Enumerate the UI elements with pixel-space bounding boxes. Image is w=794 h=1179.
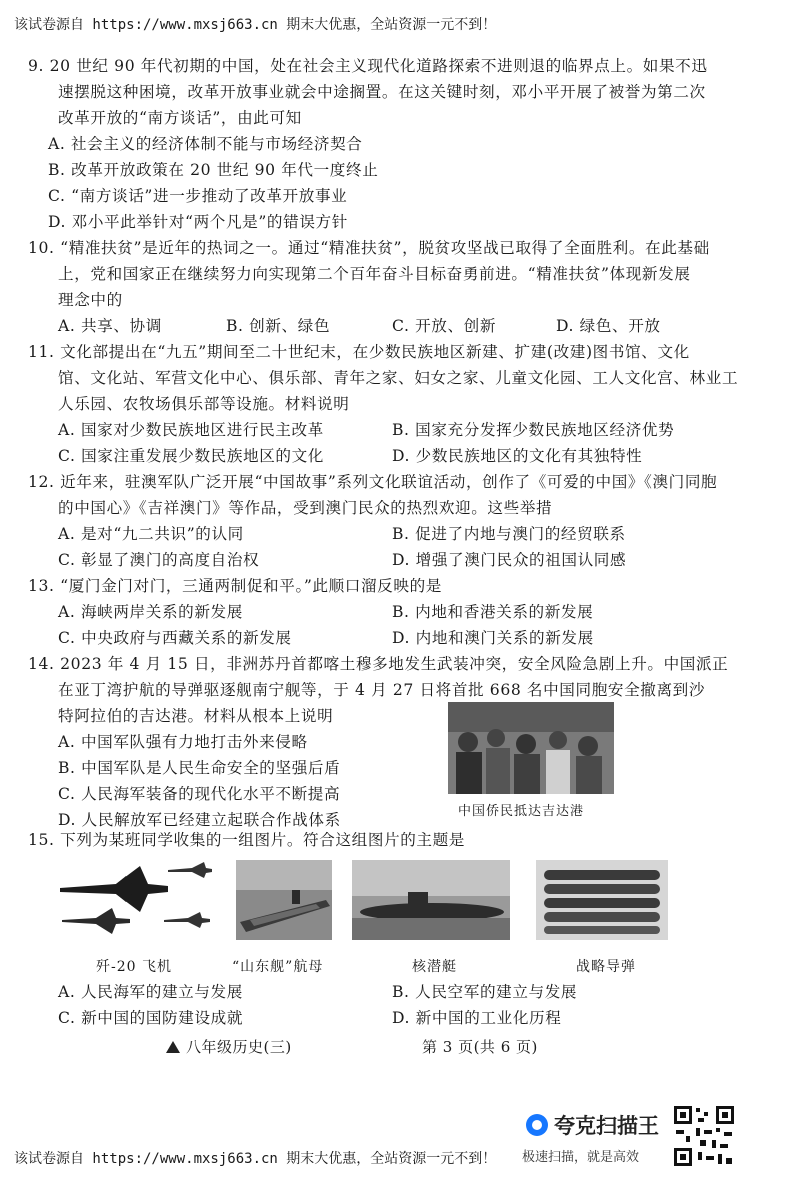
q9-option-b: B. 改革开放政策在 20 世纪 90 年代一度终止 bbox=[48, 161, 379, 179]
q10-line-3: 理念中的 bbox=[58, 291, 123, 309]
q11-line-2: 馆、文化站、军营文化中心、俱乐部、青年之家、妇女之家、儿童文化园、工人文化宫、林业工 bbox=[58, 369, 739, 387]
q12-option-d: D. 增强了澳门民众的祖国认同感 bbox=[392, 551, 627, 569]
scanner-name: 夸克扫描王 bbox=[554, 1114, 659, 1138]
q12-line-1: 12. 近年来，驻澳军队广泛开展“中国故事”系列文化联谊活动，创作了《可爱的中国》《澳门同胞 bbox=[28, 473, 718, 491]
missile-caption: 战略导弹 bbox=[576, 959, 636, 975]
top-banner[interactable]: 该试卷源自 https://www.mxsj663.cn 期末大优惠，全站资源一元不到！ bbox=[14, 17, 497, 33]
q15-option-b: B. 人民空军的建立与发展 bbox=[392, 983, 578, 1001]
q14-line-3: 特阿拉伯的吉达港。材料从根本上说明 bbox=[58, 707, 334, 725]
q12-option-a: A. 是对“九二共识”的认同 bbox=[58, 525, 244, 543]
q15-option-a: A. 人民海军的建立与发展 bbox=[58, 983, 243, 1001]
warning-triangle-icon bbox=[166, 1041, 180, 1053]
q15-option-c: C. 新中国的国防建设成就 bbox=[58, 1009, 244, 1027]
q13-option-b: B. 内地和香港关系的新发展 bbox=[392, 603, 594, 621]
q10-option-c: C. 开放、创新 bbox=[392, 317, 497, 335]
qr-code-icon bbox=[672, 1104, 736, 1168]
q10-line-2: 上，党和国家正在继续努力向实现第二个百年奋斗目标奋勇前进。“精准扶贫”体现新发展 bbox=[58, 265, 691, 283]
q11-option-b: B. 国家充分发挥少数民族地区经济优势 bbox=[392, 421, 675, 439]
q10-option-b: B. 创新、绿色 bbox=[226, 317, 331, 335]
q10-option-a: A. 共享、协调 bbox=[58, 317, 162, 335]
footer-page-number: 第 3 页(共 6 页) bbox=[422, 1038, 538, 1056]
footer-subject bbox=[166, 1036, 292, 1057]
j20-aircraft-image bbox=[56, 862, 216, 942]
q14-option-a: A. 中国军队强有力地打击外来侵略 bbox=[58, 733, 308, 751]
q9-line-2: 速摆脱这种困境，改革开放事业就会中途搁置。在这关键时刻，邓小平开展了被誉为第二次 bbox=[58, 83, 706, 101]
q14-option-b: B. 中国军队是人民生命安全的坚强后盾 bbox=[58, 759, 341, 777]
q12-option-b: B. 促进了内地与澳门的经贸联系 bbox=[392, 525, 626, 543]
q12-option-c: C. 彰显了澳门的高度自治权 bbox=[58, 551, 260, 569]
jeddah-port-photo bbox=[448, 702, 614, 794]
q10-option-d: D. 绿色、开放 bbox=[556, 317, 661, 335]
q9-option-d: D. 邓小平此举针对“两个凡是”的错误方针 bbox=[48, 213, 348, 231]
q12-line-2: 的中国心》《吉祥澳门》等作品，受到澳门民众的热烈欢迎。这些举措 bbox=[58, 499, 553, 517]
submarine-caption: 核潜艇 bbox=[412, 959, 457, 975]
q14-line-1: 14. 2023 年 4 月 15 日，非洲苏丹首都喀土穆多地发生武装冲突，安全风险急剧上升。中国派正 bbox=[28, 655, 729, 673]
bottom-banner[interactable]: 该试卷源自 https://www.mxsj663.cn 期末大优惠，全站资源一元不到！ bbox=[14, 1151, 497, 1167]
q11-line-1: 11. 文化部提出在“九五”期间至二十世纪末，在少数民族地区新建、扩建(改建)图书馆、文化 bbox=[28, 343, 690, 361]
q14-option-c: C. 人民海军装备的现代化水平不断提高 bbox=[58, 785, 341, 803]
q15-line-1: 15. 下列为某班同学收集的一组图片。符合这组图片的主题是 bbox=[28, 831, 465, 849]
q15-option-d: D. 新中国的工业化历程 bbox=[392, 1009, 562, 1027]
q11-line-3: 人乐园、农牧场俱乐部等设施。材料说明 bbox=[58, 395, 350, 413]
shandong-carrier-image bbox=[236, 860, 332, 940]
q13-option-c: C. 中央政府与西藏关系的新发展 bbox=[58, 629, 292, 647]
q9-line-1: 9. 20 世纪 90 年代初期的中国，处在社会主义现代化道路探索不进则退的临界点上。如果不迅 bbox=[28, 57, 708, 75]
scanner-slogan: 极速扫描，就是高效 bbox=[522, 1150, 640, 1165]
q9-option-a: A. 社会主义的经济体制不能与市场经济契合 bbox=[48, 135, 363, 153]
q13-option-d: D. 内地和澳门关系的新发展 bbox=[392, 629, 594, 647]
q11-option-d: D. 少数民族地区的文化有其独特性 bbox=[392, 447, 643, 465]
q11-option-c: C. 国家注重发展少数民族地区的文化 bbox=[58, 447, 324, 465]
q9-option-c: C. “南方谈话”进一步推动了改革开放事业 bbox=[48, 187, 348, 205]
footer-subject-text: 八年级历史(三) bbox=[186, 1038, 292, 1056]
q13-option-a: A. 海峡两岸关系的新发展 bbox=[58, 603, 243, 621]
q11-option-a: A. 国家对少数民族地区进行民主改革 bbox=[58, 421, 324, 439]
q10-line-1: 10. “精准扶贫”是近年的热词之一。通过“精准扶贫”，脱贫攻坚战已取得了全面胜利。在此基础 bbox=[28, 239, 710, 257]
q9-line-3: 改革开放的“南方谈话”，由此可知 bbox=[58, 109, 302, 127]
j20-caption: 歼-20 飞机 bbox=[96, 959, 172, 975]
q14-option-d: D. 人民解放军已经建立起联合作战体系 bbox=[58, 811, 341, 829]
quark-logo-icon bbox=[526, 1114, 548, 1136]
nuclear-submarine-image bbox=[352, 860, 510, 940]
q14-line-2: 在亚丁湾护航的导弹驱逐舰南宁舰等，于 4 月 27 日将首批 668 名中国同胞安全撤离到沙 bbox=[58, 681, 706, 699]
strategic-missile-image bbox=[536, 860, 668, 940]
shandong-caption: “山东舰”航母 bbox=[232, 959, 324, 975]
q13-line-1: 13. “厦门金门对门，三通两制促和平。”此顺口溜反映的是 bbox=[28, 577, 442, 595]
scanner-brand bbox=[526, 1110, 659, 1140]
jeddah-port-caption: 中国侨民抵达吉达港 bbox=[458, 804, 585, 819]
